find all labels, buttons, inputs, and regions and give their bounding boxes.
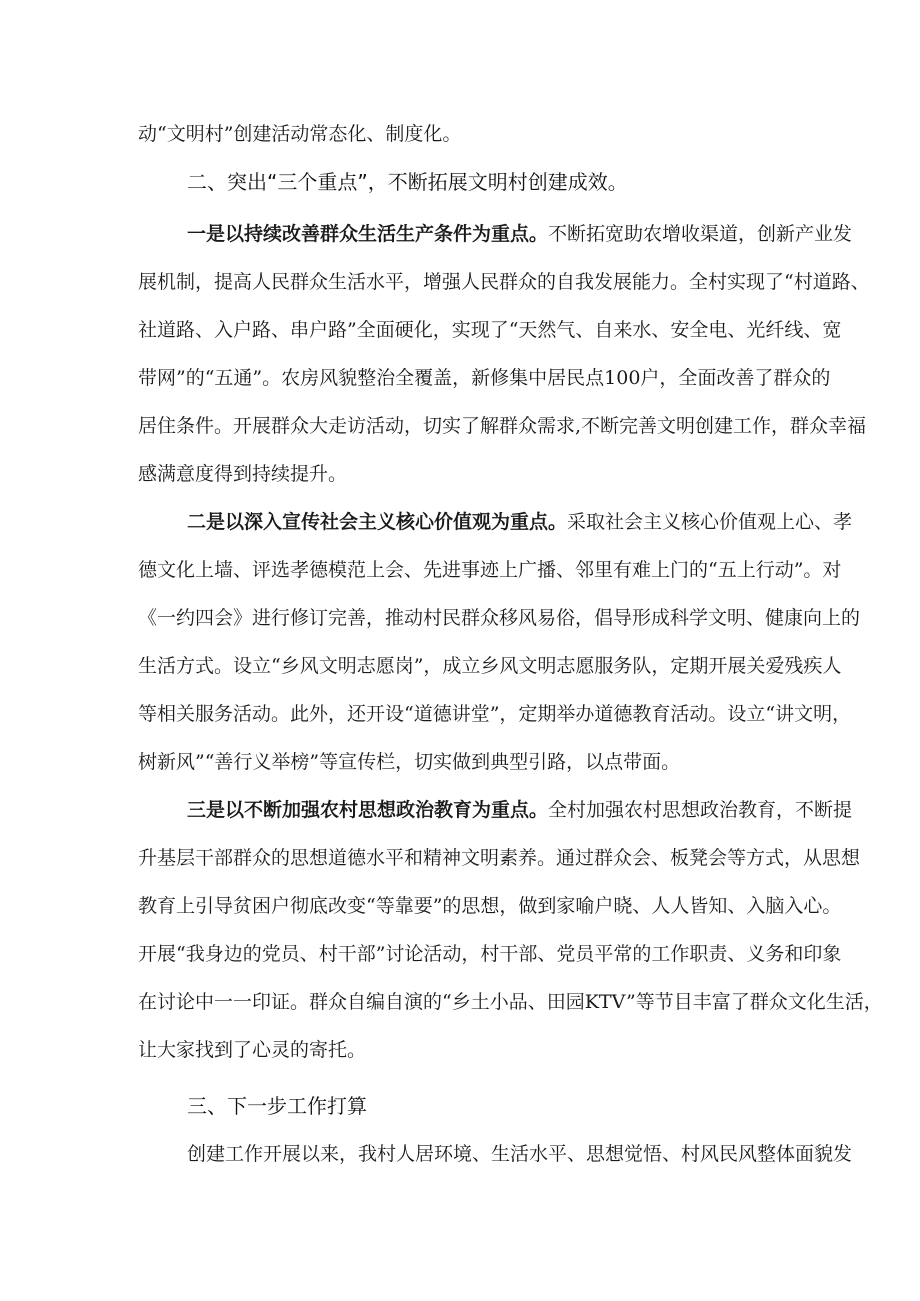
paragraph-2-line: 树新风”“善行义举榜”等宣传栏，切实做到典型引路，以点带面。	[138, 751, 681, 773]
paragraph-4-first-line: 创建工作开展以来，我村人居环境、生活水平、思想觉悟、村风民风整体面貌发	[187, 1143, 853, 1165]
paragraph-2-line: 等相关服务活动。此外，还开设“道德讲堂”，定期举办道德教育活动。设立“讲文明，	[138, 703, 852, 725]
paragraph-3-lead: 三是以不断加强农村思想政治教育为重点。	[187, 799, 549, 821]
paragraph-3-line: 让大家找到了心灵的寄托。	[138, 1039, 367, 1061]
paragraph-2-line: 德文化上墙、评选孝德模范上会、先进事迹上广播、邻里有难上门的“五上行动”。对	[138, 559, 842, 581]
paragraph-1-first-rest: 不断拓宽助农增收渠道，创新产业发	[548, 223, 853, 245]
section-heading-3: 三、下一步工作打算	[187, 1094, 367, 1118]
paragraph-2-first-rest: 采取社会主义核心价值观上心、孝	[567, 511, 853, 533]
paragraph-2-first-line	[187, 509, 853, 535]
paragraph-1-line: 带网”的“五通”。农房风貌整治全覆盖，新修集中居民点100户，全面改善了群众的	[138, 367, 831, 389]
paragraph-2-line: 《一约四会》进行修订完善，推动村民群众移风易俗，倡导形成科学文明、健康向上的	[138, 607, 861, 629]
paragraph-3-line: 升基层干部群众的思想道德水平和精神文明素养。通过群众会、板凳会等方式，从思想	[138, 847, 861, 869]
paragraph-1-lead: 一是以持续改善群众生活生产条件为重点。	[187, 223, 549, 245]
paragraph-2-lead: 二是以深入宣传社会主义核心价值观为重点。	[187, 511, 568, 533]
paragraph-continuation-line: 动“文明村”创建活动常态化、制度化。	[138, 123, 462, 145]
paragraph-1-line: 展机制，提高人民群众生活水平，增强人民群众的自我发展能力。全村实现了“村道路、	[138, 271, 870, 293]
paragraph-3-line: 教育上引导贫困户彻底改变“等靠要”的思想，做到家喻户晓、人人皆知、入脑入心。	[138, 895, 842, 917]
paragraph-1-line: 社道路、入户路、串户路”全面硬化，实现了“天然气、自来水、安全电、光纤线、宽	[138, 319, 842, 341]
paragraph-2-line: 生活方式。设立“乡风文明志愿岗”，成立乡风文明志愿服务队，定期开展关爱残疾人	[138, 655, 842, 677]
paragraph-1-first-line	[187, 221, 853, 247]
paragraph-3-first-line	[187, 797, 853, 823]
section-heading-2: 二、突出“三个重点”，不断拓展文明村创建成效。	[187, 170, 628, 194]
paragraph-3-line: 在讨论中一一印证。群众自编自演的“乡土小品、田园KTV”等节目丰富了群众文化生活，	[138, 991, 883, 1013]
paragraph-3-line: 开展“我身边的党员、村干部”讨论活动，村干部、党员平常的工作职责、义务和印象	[138, 943, 842, 965]
paragraph-1-line: 感满意度得到持续提升。	[138, 463, 348, 485]
paragraph-1-line: 居住条件。开展群众大走访活动，切实了解群众需求,不断完善文明创建工作，群众幸福	[138, 415, 867, 437]
paragraph-3-first-rest: 全村加强农村思想政治教育，不断提	[548, 799, 853, 821]
